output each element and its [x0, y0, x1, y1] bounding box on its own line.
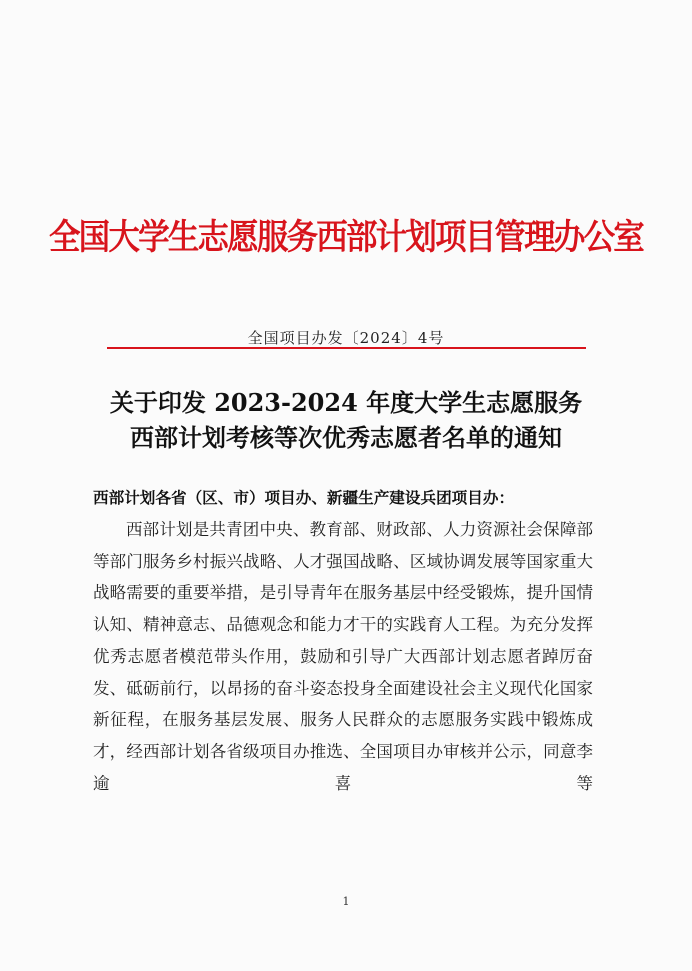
- red-divider-line: [107, 347, 586, 349]
- body-text: [93, 514, 593, 799]
- notice-title-line-2: 西部计划考核等次优秀志愿者名单的通知: [130, 423, 562, 452]
- page-number: 1: [342, 895, 350, 908]
- notice-title-line-1: 关于印发 2023-2024 年度大学生志愿服务: [109, 388, 583, 417]
- masthead-title: 全国大学生志愿服务西部计划项目管理办公室: [48, 218, 643, 258]
- body-paragraph: 西部计划是共青团中央、教育部、财政部、人力资源社会保障部等部门服务乡村振兴战略、人才强国战略、区域协调发展等国家重大战略需要的重要举措，是引导青年在服务基层中经受锻炼，提升国情认知、精神意志、品德观念和能力才干的实践育人工程。为充分发挥优秀志愿者模范带头作用，鼓励和引导广大西部计划志愿者踔厉奋发、砥砺前行，以昂扬的奋斗姿态投身全面建设社会主义现代化国家新征程，在服务基层发展、服务人民群众的志愿服务实践中锻炼成才，经西部计划各省级项目办推选、全国项目办审核并公示，同意李逾喜等: [93, 520, 593, 793]
- document-number: 全国项目办发〔2024〕4号: [247, 329, 445, 347]
- salutation: 西部计划各省（区、市）项目办、新疆生产建设兵团项目办：: [93, 489, 515, 507]
